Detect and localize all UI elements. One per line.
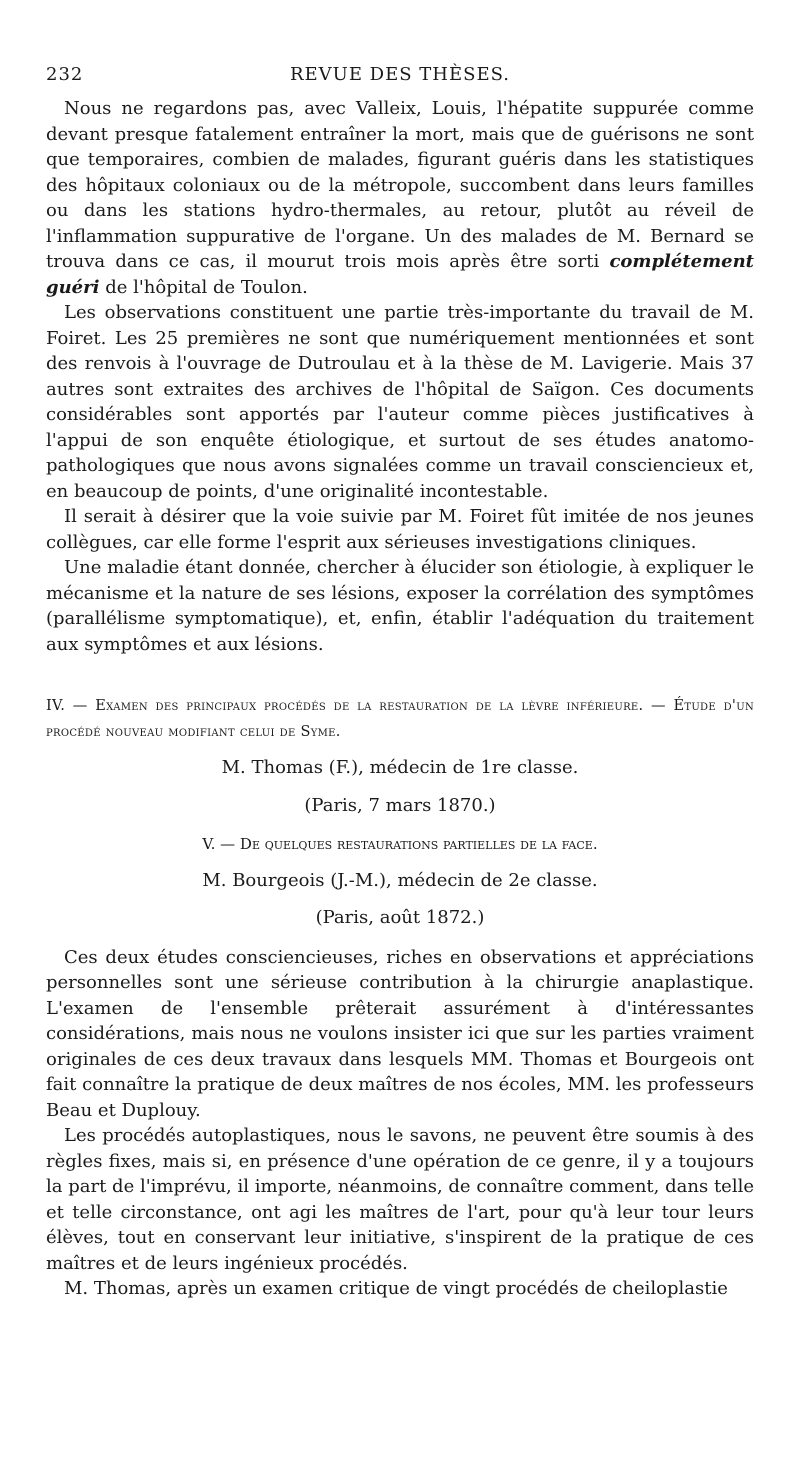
section-v-author: M. Bourgeois (J.-M.), médecin de 2e classe. (202, 869, 598, 891)
paragraph-thomas: M. Thomas, après un examen critique de vingt procédés de cheiloplastie (64, 1278, 728, 1299)
paragraph-voie: Il serait à désirer que la voie suivie par M. Foiret fût imitée de nos jeunes collègues, car elle forme l'esprit aux sérieuses investigations cliniques. (46, 506, 754, 553)
section-v-date: (Paris, août 1872.) (315, 907, 485, 928)
section-v-heading: V. — De quelques restaurations partielles de la face. (202, 835, 598, 853)
paragraph-maladie: Une maladie étant donnée, chercher à élucider son étiologie, à expliquer le mécanisme et la nature de ses lésions, exposer la corrélation des symptômes (parallélisme symptomatique), et, enfin, établir l'adéquation du traitement aux symptômes et aux lésions. (46, 557, 754, 655)
emphasis-text: complétement guéri (46, 251, 754, 298)
paragraph-hepatite: Nous ne regardons pas, avec Valleix, Louis, l'hépatite suppurée comme devant presque fatalement entraîner la mort, mais que de guérisons ne sont que temporaires, combien de malades, figurant guéris dans les statistiques des hôpitaux coloniaux ou de la métropole, succombent dans leurs familles ou dans les stations hydro-thermales, au retour, plutôt au réveil de l'inflammation suppurative de l'organe. Un des malades de M. Bernard se trouva dans ce cas, il mourut trois mois après être sorti complétement guéri de l'hôpital de Toulon. (46, 98, 754, 298)
page-number: 232 (46, 64, 84, 85)
section-iv-date: (Paris, 7 mars 1870.) (304, 794, 496, 816)
running-title: REVUE DES THÈSES. (289, 64, 511, 85)
section-iv-author: M. Thomas (F.), médecin de 1re classe. (221, 757, 579, 778)
running-header (46, 64, 754, 90)
paragraph-observations: Les observations constituent une partie très-importante du travail de M. Foiret. Les 25 premières ne sont que numériquement mentionnées et sont des renvois à l'ouvrage de Dutroulau et à la thèse de M. Lavigerie. Mais 37 autres sont extraites des archives de l'hôpital de Saïgon. Ces documents considérables sont apportés par l'auteur comme pièces justificatives à l'appui de son enquête étiologique, et surtout de ses études anatomo-pathologiques que nous avons signalées comme un travail consciencieux et, en beaucoup de points, d'une originalité incontestable. (46, 302, 754, 502)
paragraph-etudes: Ces deux études consciencieuses, riches en observations et appréciations personnelles sont une sérieuse contribution à la chirurgie anaplastique. L'examen de l'ensemble prêterait assurément à d'intéressantes considérations, mais nous ne voulons insister ici que sur les parties vraiment originales de ces deux travaux dans lesquels MM. Thomas et Bourgeois ont fait connaître la pratique de deux maîtres de nos écoles, MM. les professeurs Beau et Duplouy. (46, 946, 754, 1121)
section-iv-heading: IV. — Examen des principaux procédés de la restauration de la lèvre inférieure. — Étude d'un procédé nouveau modifiant celui de Syme. (46, 698, 754, 740)
page-body (46, 96, 754, 1302)
paragraph-procedes: Les procédés autoplastiques, nous le savons, ne peuvent être soumis à des règles fixes, mais si, en présence d'une opération de ce genre, il y a toujours la part de l'imprévu, il importe, néanmoins, de connaître comment, dans telle et telle circonstance, ont agi les maîtres de l'art, pour qu'à leur tour leurs élèves, tout en conservant leur initiative, s'inspirent de la pratique de ces maîtres et de leurs ingénieux procédés. (46, 1125, 754, 1274)
